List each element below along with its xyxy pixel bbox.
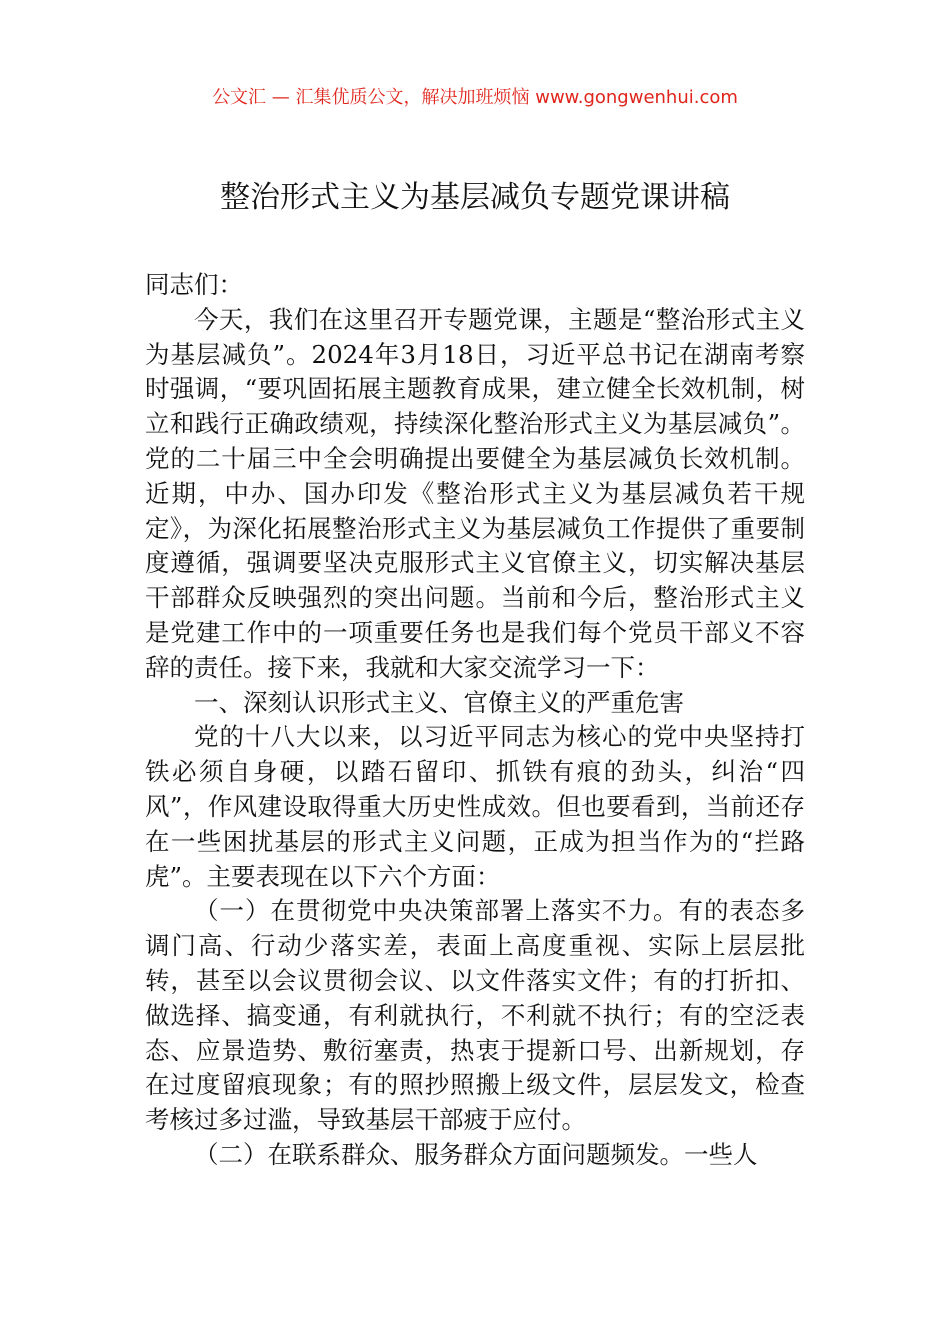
paragraph-point-1: （一）在贯彻党中央决策部署上落实不力。有的表态多调门高、行动少落实差，表面上高度重视、实际上层层批转，甚至以会议贯彻会议、以文件落实文件；有的打折扣、做选择、搞变通，有利就执行，不利就不执行；有的空泛表态、应景造势、敷衍塞责，热衷于提新口号、出新规划，存在过度留痕现象；有的照抄照搬上级文件，层层发文，检查考核过多过滥，导致基层干部疲于应付。 [145,896,805,1135]
salutation: 同志们： [145,270,243,299]
section-heading-1: 一、深刻认识形式主义、官僚主义的严重危害 [194,687,684,717]
paragraph-section-1: 党的十八大以来，以习近平同志为核心的党中央坚持打铁必须自身硬，以踏石留印、抓铁有痕的劲头，纠治“四风”，作风建设取得重大历史性成效。但也要看到，当前还存在一些困扰基层的形式主义问题，正成为担当作为的“拦路虎”。主要表现在以下六个方面： [145,722,805,891]
site-banner[interactable]: 公文汇 — 汇集优质公文，解决加班烦恼 www.gongwenhui.com [212,87,738,108]
paragraph-intro: 今天，我们在这里召开专题党课，主题是“整治形式主义为基层减负”。2024年3月18日，习近平总书记在湖南考察时强调，“要巩固拓展主题教育成果，建立健全长效机制，树立和践行正确政绩观，持续深化整治形式主义为基层减负”。党的二十届三中全会明确提出要健全为基层减负长效机制。近期，中办、国办印发《整治形式主义为基层减负若干规定》，为深化拓展整治形式主义为基层减负工作提供了重要制度遵循，强调要坚决克服形式主义官僚主义，切实解决基层干部群众反映强烈的突出问题。当前和今后，整治形式主义是党建工作中的一项重要任务也是我们每个党员干部义不容辞的责任。接下来，我就和大家交流学习一下： [145,304,805,682]
paragraph-point-2: （二）在联系群众、服务群众方面问题频发。一些人 [194,1139,758,1169]
document-body [145,268,805,1173]
document-title: 整治形式主义为基层减负专题党课讲稿 [220,180,730,215]
